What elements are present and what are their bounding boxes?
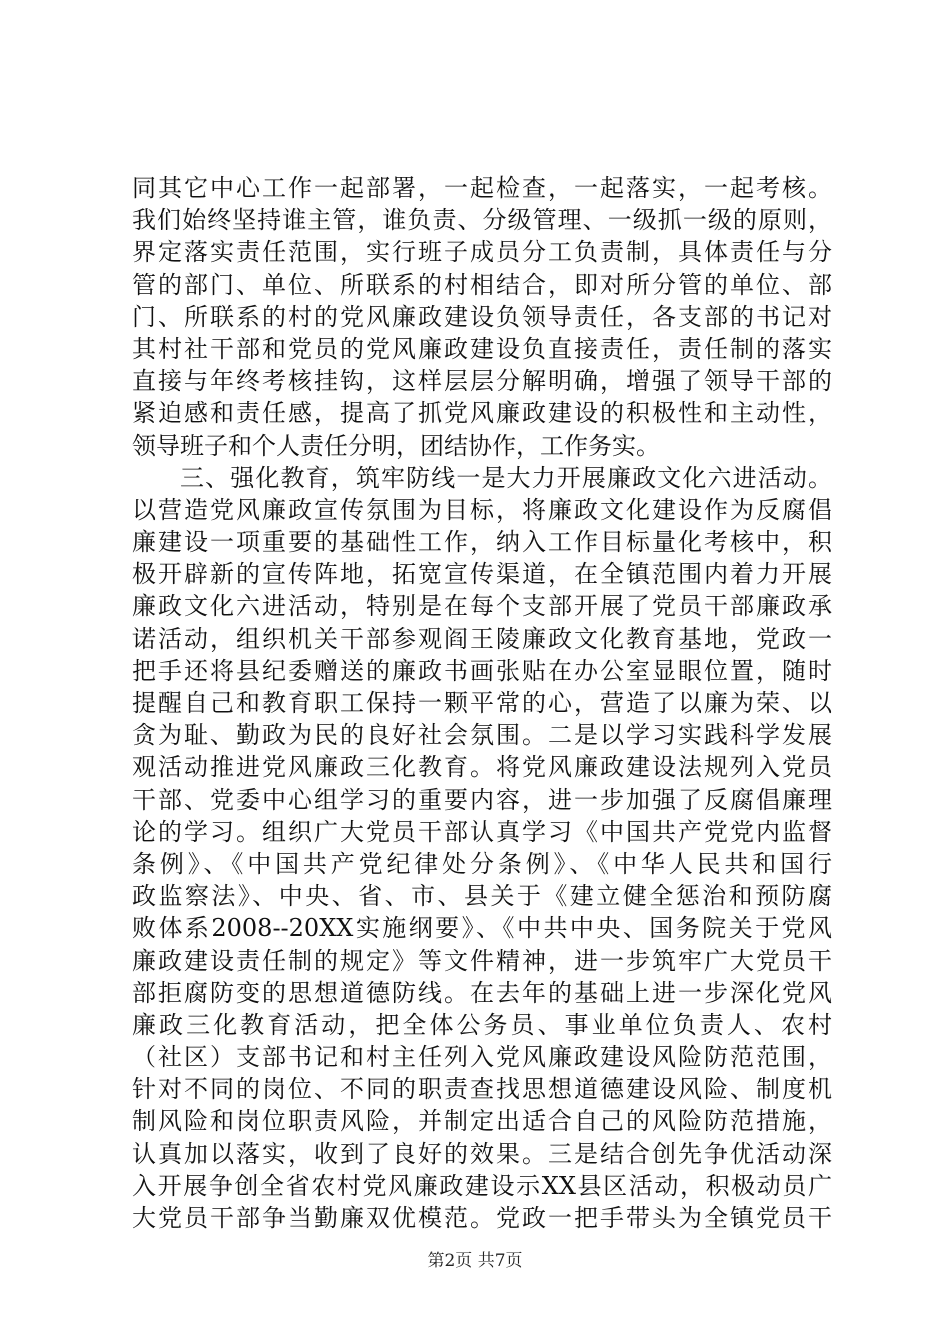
document-body	[132, 172, 832, 1234]
text-line: 贪为耻、勤政为民的良好社会氛围。二是以学习实践科学发展	[132, 721, 832, 750]
section-heading-line: 三、强化教育，筑牢防线一是大力开展廉政文化六进活动。	[180, 463, 832, 492]
text-line: 直接与年终考核挂钩，这样层层分解明确，增强了领导干部的	[132, 367, 832, 396]
text-line: 领导班子和个人责任分明，团结协作，工作务实。	[132, 431, 660, 460]
text-line: 紧迫感和责任感，提高了抓党风廉政建设的积极性和主动性，	[132, 399, 832, 428]
text-line: 廉建设一项重要的基础性工作，纳入工作目标量化考核中，积	[132, 528, 832, 557]
text-line: 廉政建设责任制的规定》等文件精神，进一步筑牢广大党员干	[132, 946, 832, 975]
text-line: 政监察法》、中央、省、市、县关于《建立健全惩治和预防腐	[132, 882, 832, 911]
text-line: 门、所联系的村的党风廉政建设负领导责任，各支部的书记对	[132, 302, 832, 331]
text-line: 把手还将县纪委赠送的廉政书画张贴在办公室显眼位置，随时	[132, 656, 832, 685]
text-line: （社区）支部书记和村主任列入党风廉政建设风险防范范围，	[132, 1043, 832, 1072]
text-line: 管的部门、单位、所联系的村相结合，即对所分管的单位、部	[132, 270, 832, 299]
text-line: 界定落实责任范围，实行班子成员分工负责制，具体责任与分	[132, 238, 832, 267]
text-line: 廉政三化教育活动，把全体公务员、事业单位负责人、农村	[132, 1010, 832, 1039]
text-line: 提醒自己和教育职工保持一颗平常的心，营造了以廉为荣、以	[132, 689, 832, 717]
text-line: 部拒腐防变的思想道德防线。在去年的基础上进一步深化党风	[132, 978, 832, 1007]
text-line: 针对不同的岗位、不同的职责查找思想道德建设风险、制度机	[132, 1075, 832, 1104]
text-line: 我们始终坚持谁主管，谁负责、分级管理、一级抓一级的原则，	[132, 206, 832, 235]
text-line: 败体系2008--20XX实施纲要》、《中共中央、国务院关于党风	[132, 914, 832, 943]
text-line: 制风险和岗位职责风险，并制定出适合自己的风险防范措施，	[132, 1107, 832, 1136]
text-line: 条例》、《中国共产党纪律处分条例》、《中华人民共和国行	[132, 849, 832, 878]
text-line: 大党员干部争当勤廉双优模范。党政一把手带头为全镇党员干	[132, 1204, 832, 1232]
text-line: 其村社干部和党员的党风廉政建设负直接责任，责任制的落实	[132, 334, 832, 363]
text-line: 同其它中心工作一起部署，一起检查，一起落实，一起考核。	[132, 174, 832, 202]
text-line: 观活动推进党风廉政三化教育。将党风廉政建设法规列入党员	[132, 753, 832, 782]
text-line: 入开展争创全省农村党风廉政建设示XX县区活动，积极动员广	[132, 1171, 832, 1200]
text-line: 论的学习。组织广大党员干部认真学习《中国共产党党内监督	[132, 817, 832, 846]
text-line: 诺活动，组织机关干部参观阎王陵廉政文化教育基地，党政一	[132, 624, 832, 653]
page-number-footer: 第2页 共7页	[427, 1251, 523, 1271]
text-line: 廉政文化六进活动，特别是在每个支部开展了党员干部廉政承	[132, 592, 832, 621]
text-line: 以营造党风廉政宣传氛围为目标，将廉政文化建设作为反腐倡	[132, 495, 832, 524]
text-line: 极开辟新的宣传阵地，拓宽宣传渠道，在全镇范围内着力开展	[132, 560, 832, 589]
text-line: 认真加以落实，收到了良好的效果。三是结合创先争优活动深	[132, 1139, 832, 1168]
text-line: 干部、党委中心组学习的重要内容，进一步加强了反腐倡廉理	[132, 785, 832, 814]
